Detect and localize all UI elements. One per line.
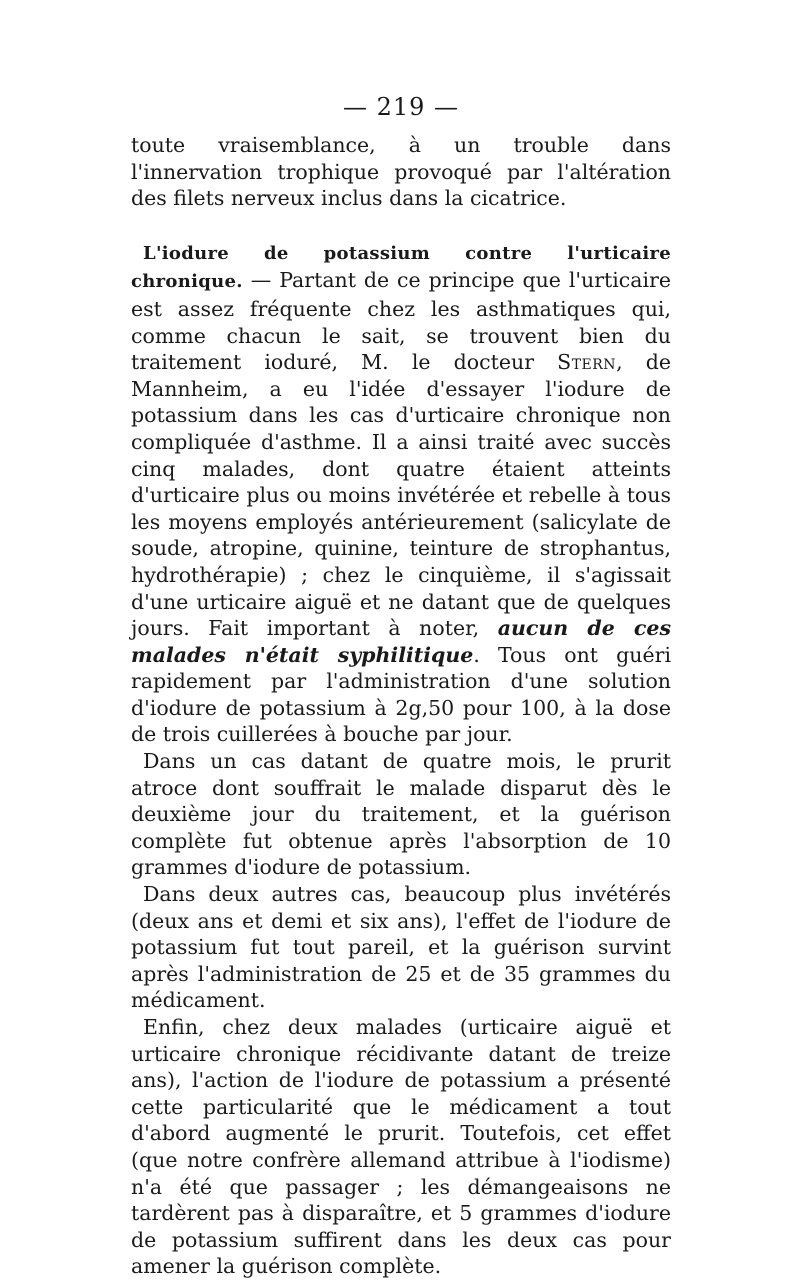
paragraph-1-part-c: . Tous ont guéri rapidement par l'administration d'une solution d'iodure de potassium à 2g,50 pour 100, à la dose de trois cuillerées à bouche par jour. — [131, 642, 671, 747]
book-page — [131, 92, 671, 1280]
paragraph-1-part-b: , de Mannheim, a eu l'idée d'essayer l'iodure de potassium dans les cas d'urticaire chronique non compliquée d'asthme. Il a ainsi traité avec succès cinq malades, dont quatre étaient atteints d'urticaire plus ou moins invétérée et rebelle à tous les moyens employés antérieurement (salicylate de soude, atropine, quinine, teinture de strophantus, hydrothérapie) ; chez le cinquième, il s'agissait d'une urticaire aiguë et ne datant que de quelques jours. Fait important à noter, — [131, 350, 671, 641]
paragraph-1-part-a: Partant de ce principe que l'urticaire est assez fréquente chez les asthmatiques qui, comme chacun le sait, se trouvent bien du traitement ioduré, M. le docteur — [131, 268, 671, 375]
article-paragraph-2: Dans un cas datant de quatre mois, le prurit atroce dont souffrait le malade disparut dès le deuxième jour du traitement, et la guérison complète fut obtenue après l'absorption de 10 grammes d'iodure de potassium. — [131, 749, 671, 880]
page-number: — 219 — — [342, 93, 460, 121]
author-name: Stern — [557, 350, 617, 375]
emphasis-text: aucun de ces malades n'était syphilitique — [131, 616, 671, 667]
article-heading: L'iodure de potassium contre l'urticaire chronique. — [131, 242, 671, 293]
intro-paragraph: toute vraisemblance, à un trouble dans l'innervation trophique provoqué par l'altération des filets nerveux inclus dans la cicatrice. — [131, 133, 671, 211]
heading-dash: — — [242, 268, 280, 293]
article-paragraph-3: Dans deux autres cas, beaucoup plus invétérés (deux ans et demi et six ans), l'effet de l'iodure de potassium fut tout pareil, et la guérison survint après l'administration de 25 et de 35 grammes du médicament. — [131, 882, 671, 1013]
article-paragraph-1 — [131, 239, 671, 748]
article-paragraph-4: Enfin, chez deux malades (urticaire aiguë et urticaire chronique récidivante datant de treize ans), l'action de l'iodure de potassium a présenté cette particularité que le médicament a tout d'abord augmenté le prurit. Toutefois, cet effet (que notre confrère allemand attribue à l'iodisme) n'a été que passager ; les démangeaisons ne tardèrent pas à disparaître, et 5 grammes d'iodure de potassium suffirent dans les deux cas pour amener la guérison complète. — [131, 1015, 671, 1279]
